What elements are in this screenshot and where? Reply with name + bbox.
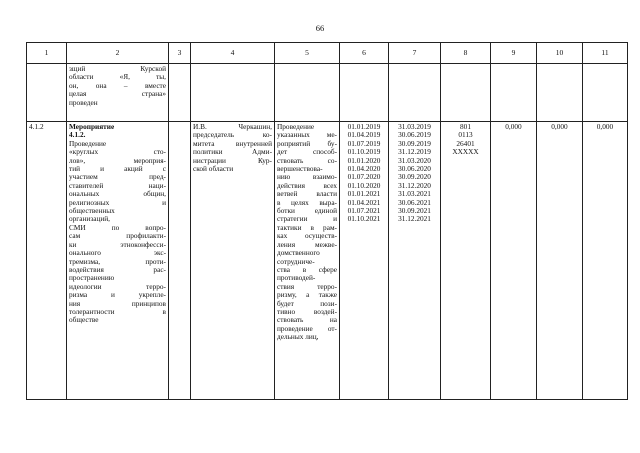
amount-col10: 0,000 [537,122,583,400]
text-line: толерантности в [69,306,166,316]
header-cell: 11 [583,43,628,64]
text-line: Проведение [277,122,315,131]
header-cell: 5 [275,43,340,64]
text-line: ставителей наци- [69,180,166,190]
text-line: стратегии и [277,214,337,224]
text-line: сотрудниче- [277,256,315,266]
text-line: 01.04.2020 [347,164,381,174]
header-row [27,43,628,64]
header-cell: 9 [491,43,537,64]
header-cell: 4 [191,43,275,64]
text-line: участием пред- [69,172,166,182]
text-line: ки этноконфесси- [69,239,166,249]
text-line: 31.03.2020 [398,155,431,165]
text-line: он, она – вместе [69,80,166,90]
text-line: ризма и укрепле- [69,290,166,300]
text-line: 26401 [456,138,475,148]
continuation-description [67,64,169,122]
text-line: ветвей власти [277,189,337,199]
text-line: 801 [460,122,471,131]
text-line: 01.10.2019 [347,147,381,157]
program-table [26,42,628,400]
text-line: «круглых сто- [69,147,166,157]
text-line: онального экс- [69,248,166,258]
text-line: тий и акций с [69,164,166,174]
text-line: ния принципов [69,298,166,308]
header-cell: 3 [169,43,191,64]
text-line: будет пози- [277,298,337,308]
text-line: обществе [69,315,99,325]
page-number: 66 [315,23,325,33]
text-line: 31.03.2019 [398,122,431,131]
text-line: проведение от- [277,323,337,333]
text-line: вершенствова- [277,164,323,174]
text-line: И.В. Черкашин, [193,122,272,131]
text-line: 01.01.2020 [347,155,381,165]
text-line: 31.12.2019 [398,147,431,157]
text-line: 30.09.2019 [398,138,431,148]
text-line: области «Я, ты, [69,72,166,82]
text-line: организаций, [69,214,110,224]
text-line: тактики в рам- [277,222,337,232]
text-line: действия всех [277,180,337,190]
text-line: тремизма, проти- [69,256,166,266]
text-line: 30.09.2020 [398,172,431,182]
expected-result [275,122,340,400]
text-line: домственного [277,248,320,258]
text-line: ризму, а также [277,290,337,300]
text-line: идеологии терро- [69,281,166,291]
text-line: XXXXX [452,147,479,157]
text-line: нию взаимо- [277,172,337,182]
text-line: 31.12.2020 [398,180,431,190]
text-line: 31.03.2021 [398,189,431,199]
text-line: Мероприятие [69,122,115,131]
text-line: политики Адми- [193,147,272,157]
text-line: тивно воздей- [277,306,337,316]
text-line: ботки единой [277,206,337,216]
text-line: 30.09.2021 [398,206,431,216]
measure-description [67,122,169,400]
text-line: указанных ме- [277,130,337,140]
text-line: 4.1.2. [69,130,86,140]
responsible-executor [191,122,275,400]
text-line: ствия терро- [277,281,337,291]
text-line: председатель ко- [193,130,272,140]
continuation-row [27,64,628,122]
text-line: 30.06.2021 [398,197,431,207]
header-cell: 8 [441,43,491,64]
text-line: 30.06.2019 [398,130,431,140]
text-line: 01.07.2020 [347,172,381,182]
header-cell: 7 [389,43,441,64]
text-line: ональных общин, [69,189,166,199]
text-line: ствовать на [277,315,337,325]
text-line: 30.06.2020 [398,164,431,174]
text-line: 01.04.2019 [347,130,381,140]
text-line: 01.07.2021 [347,206,381,216]
text-line: общественных [69,206,115,216]
header-cell: 6 [340,43,389,64]
header-cell: 10 [537,43,583,64]
text-line: целая страна» [69,89,166,99]
text-line: в целях выра- [277,197,337,207]
text-line: СМИ по вопро- [69,222,166,232]
text-line: дет способ- [277,147,337,157]
text-line: 01.07.2019 [347,138,381,148]
text-line: ках осуществ- [277,231,337,241]
text-line: зщий Курской [69,64,166,73]
end-dates [389,122,441,400]
text-line: водействия рас- [69,264,166,274]
text-line: 01.10.2020 [347,180,381,190]
text-line: ской области [193,164,234,174]
amount-col11: 0,000 [583,122,628,400]
text-line: противодей- [277,273,316,283]
text-line: ления межве- [277,239,337,249]
text-line: пространению [69,273,115,283]
text-line: лов», мероприя- [69,155,166,165]
text-line: 0113 [458,130,473,140]
text-line: дельных лиц, [277,332,319,342]
start-dates [340,122,389,400]
header-cell: 2 [67,43,169,64]
table-row [27,122,628,400]
text-line: сам профилакти- [69,231,166,241]
text-line: 01.04.2021 [347,197,381,207]
text-line: Проведение [69,138,107,148]
text-line: 01.10.2021 [347,214,381,224]
text-line: митета внутренней [193,138,272,148]
text-line: 01.01.2019 [347,122,381,131]
budget-code [441,122,491,400]
text-line: роприятий бу- [277,138,337,148]
text-line: ствовать со- [277,155,337,165]
text-line: 01.01.2021 [347,189,381,199]
text-line: ства в сфере [277,264,337,274]
text-line: 31.12.2021 [398,214,431,224]
row-number: 4.1.2 [27,122,67,400]
header-cell: 1 [27,43,67,64]
text-line: проведен [69,97,98,107]
amount-col9: 0,000 [491,122,537,400]
text-line: религиозных и [69,197,166,207]
text-line: нистрации Кур- [193,155,272,165]
